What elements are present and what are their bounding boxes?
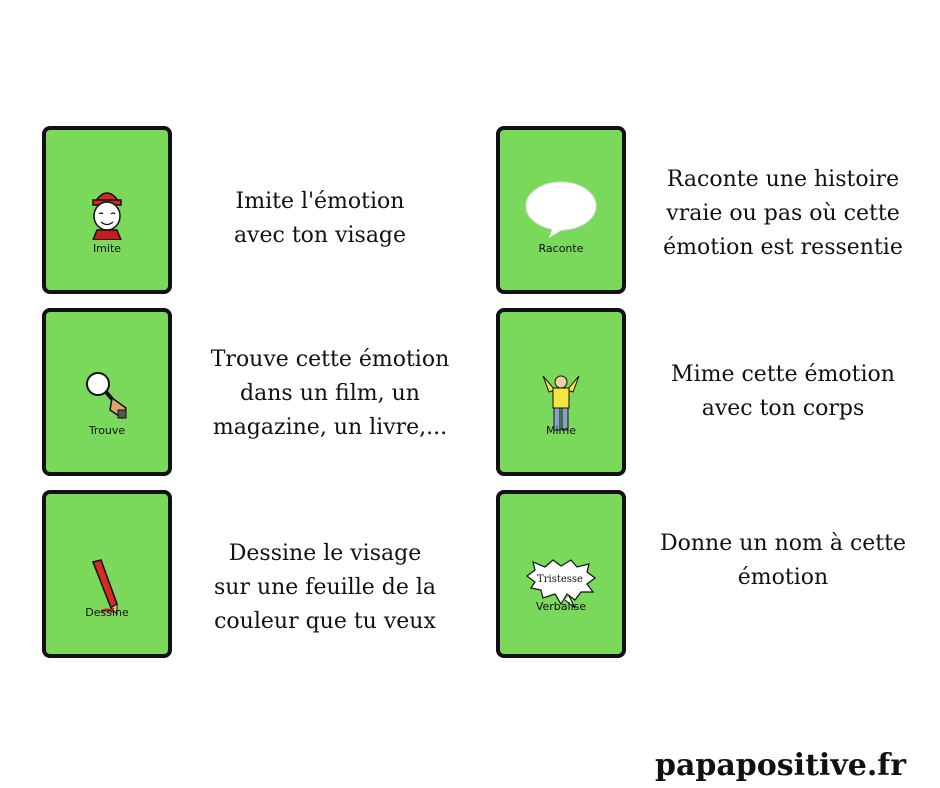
- card-label: Mime: [545, 424, 577, 437]
- card-label: Raconte: [538, 242, 584, 255]
- card-dessine: [42, 490, 172, 658]
- card-imite: [42, 126, 172, 294]
- card-verbalise: [496, 490, 626, 658]
- card-mime: [496, 308, 626, 476]
- brand-url: papapositive.fr: [654, 748, 906, 783]
- card-description: Imite l'émotion avec ton visage: [233, 189, 407, 248]
- card-description: Mime cette émotion avec ton corps: [671, 362, 895, 421]
- card-label: Verbalise: [535, 600, 587, 613]
- card-description: Dessine le visage sur une feuille de la couleur que tu veux: [213, 541, 437, 634]
- card-trouve: [42, 308, 172, 476]
- card-description: Donne un nom à cette émotion: [660, 531, 906, 590]
- card-raconte: [496, 126, 626, 294]
- burst-text: Tristesse: [537, 574, 583, 585]
- card-description: Trouve cette émotion dans un film, un magazine, un livre,...: [210, 347, 450, 440]
- card-description: Raconte une histoire vraie ou pas où cette émotion est ressentie: [663, 167, 903, 260]
- card-label: Imite: [92, 242, 122, 255]
- speech-bubble-icon: [500, 170, 622, 240]
- face-icon: [46, 170, 168, 240]
- magnifier-icon: [46, 352, 168, 422]
- card-label: Trouve: [88, 424, 126, 437]
- card-label: Dessine: [85, 606, 129, 619]
